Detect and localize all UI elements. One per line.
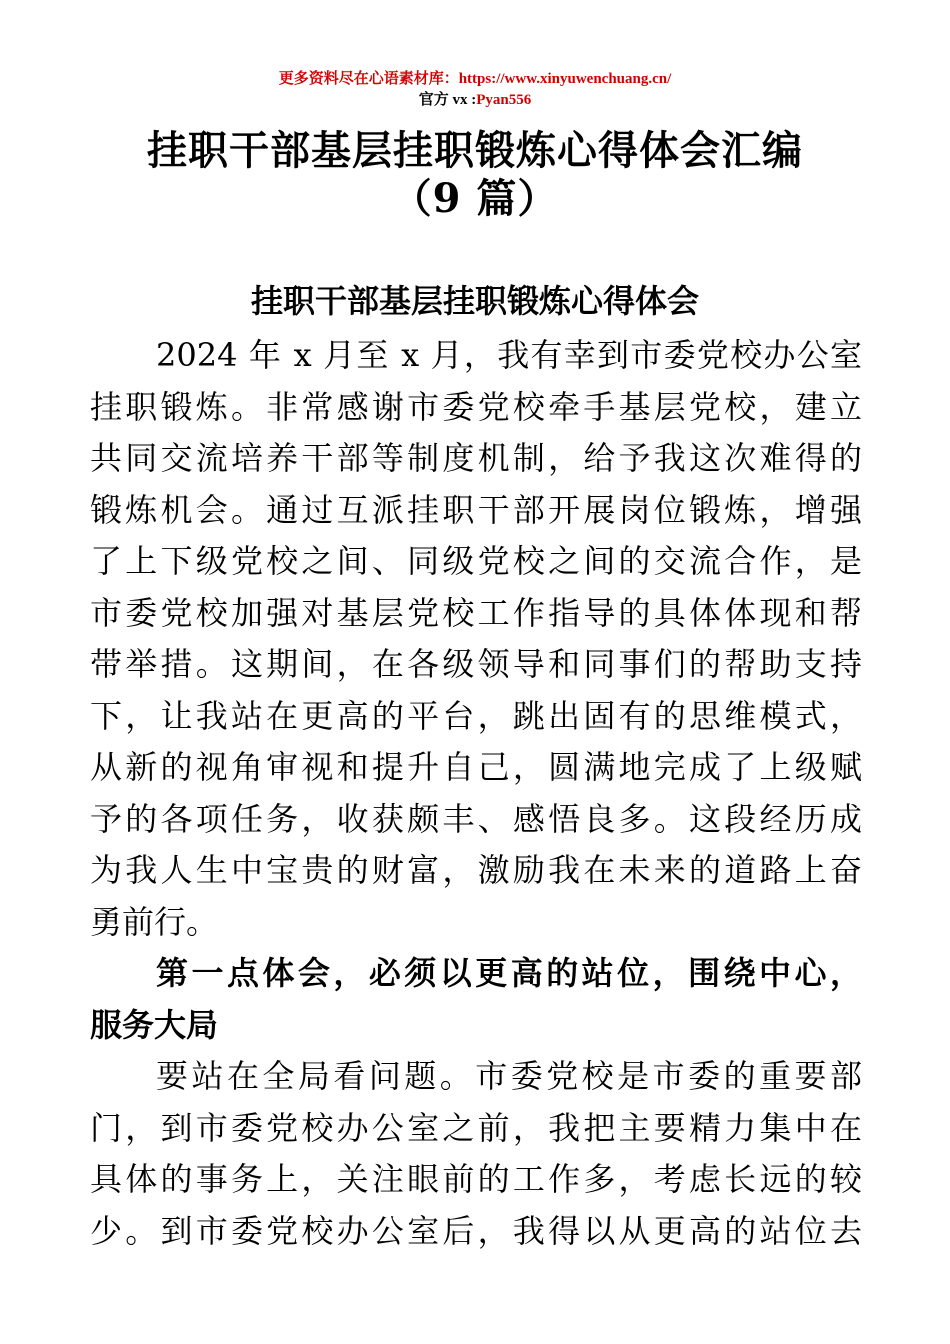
contact-prefix: 官方 vx : [418,92,477,108]
paragraph-line: 少。到市委党校办公室后，我得以从更高的站位去 [90,1211,862,1250]
heading-line: 第一点体会，必须以更高的站位，围绕中心， [156,954,862,992]
contact-line [0,90,950,110]
paragraph-line: 从新的视角审视和提升自己，圆满地完成了上级赋 [90,748,862,786]
paragraph-line: 勇前行。 [90,902,219,941]
paragraph-line: 挂职锻炼。非常感谢市委党校牵手基层党校，建立 [90,387,862,426]
paragraph-intro [90,330,862,948]
paragraph-line: 予的各项任务，收获颇丰、感悟良多。这段经历成 [90,799,862,838]
paragraph-line: 市委党校加强对基层党校工作指导的具体体现和帮 [90,593,862,632]
paragraph-line: 为我人生中宝贵的财富，激励我在未来的道路上奋 [90,851,862,889]
paragraph-line: 下，让我站在更高的平台，跳出固有的思维模式， [90,696,862,735]
paragraph-line: 具体的事务上，关注眼前的工作多，考虑长远的较 [90,1160,862,1198]
document-title-count: （9 篇） [391,175,559,222]
heading-line: 服务大局 [90,1005,219,1044]
contact-handle: Pyan556 [476,92,532,108]
document-title: 挂职干部基层挂职锻炼心得体会汇编 [147,127,803,174]
paragraph-line: 共同交流培养干部等制度机制，给予我这次难得的 [90,439,862,477]
section-heading-1 [90,948,862,1051]
article-title: 挂职干部基层挂职锻炼心得体会 [250,282,699,320]
paragraph-line: 2024 年 x 月至 x 月，我有幸到市委党校办公室 [156,336,862,374]
source-banner [0,69,950,89]
paragraph-line: 了上下级党校之间、同级党校之间的交流合作，是 [90,542,862,580]
paragraph-section-1 [90,1051,862,1257]
source-banner-text: 更多资料尽在心语素材库：https://www.xinyuwenchuang.cn/ [278,71,672,87]
paragraph-line: 要站在全局看问题。市委党校是市委的重要部 [156,1057,862,1095]
paragraph-line: 门，到市委党校办公室之前，我把主要精力集中在 [90,1108,862,1147]
paragraph-line: 带举措。这期间，在各级领导和同事们的帮助支持 [90,645,862,683]
paragraph-line: 锻炼机会。通过互派挂职干部开展岗位锻炼，增强 [90,490,862,529]
